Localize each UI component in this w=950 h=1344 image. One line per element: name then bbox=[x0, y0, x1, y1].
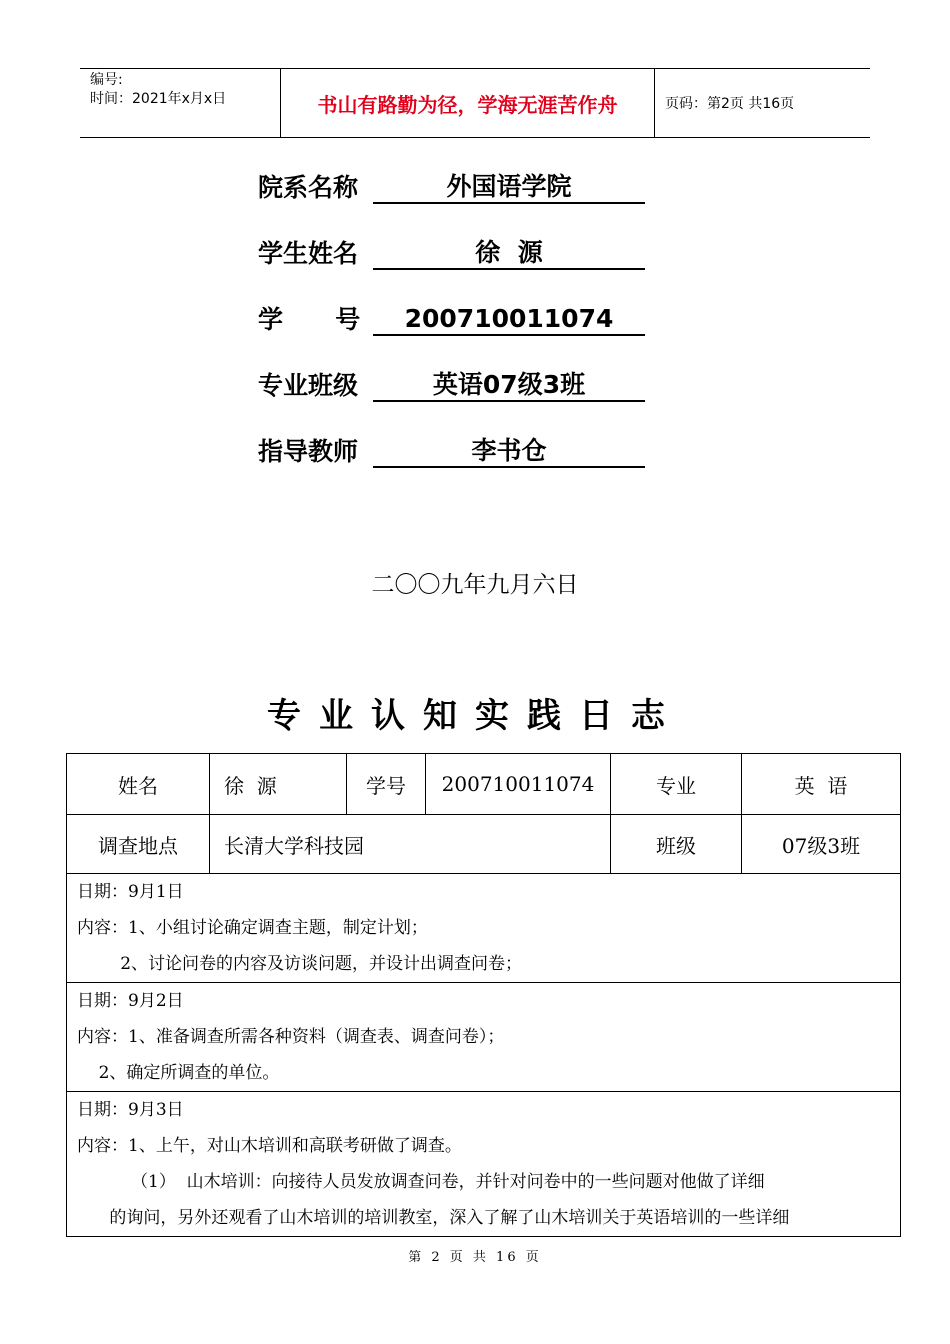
header-motto: 书山有路勤为径，学海无涯苦作舟 bbox=[281, 69, 655, 137]
log-entry bbox=[67, 1092, 900, 1236]
page-footer: 第 2 页 共 16 页 bbox=[408, 1250, 542, 1265]
log-line: 日期：9月3日 bbox=[77, 1100, 184, 1120]
info-row-department bbox=[258, 168, 645, 204]
log-line: 日期：9月1日 bbox=[77, 882, 184, 902]
log-line: 日期：9月2日 bbox=[77, 991, 184, 1011]
log-line: 内容：1、小组讨论确定调查主题，制定计划； bbox=[77, 918, 428, 938]
info-label: 学生姓名 bbox=[258, 239, 359, 268]
page-header bbox=[80, 68, 870, 138]
name-label-cell: 姓名 bbox=[67, 754, 210, 814]
info-row-class bbox=[258, 366, 645, 402]
number-label: 编号: bbox=[90, 72, 123, 88]
id-label-cell: 学号 bbox=[347, 754, 426, 814]
info-row-student-name bbox=[258, 234, 645, 270]
log-line: 内容：1、上午，对山木培训和高联考研做了调查。 bbox=[77, 1136, 462, 1156]
info-row-advisor bbox=[258, 432, 645, 468]
info-label: 院系名称 bbox=[258, 173, 359, 202]
log-table bbox=[66, 753, 901, 1237]
major-value-cell: 英 语 bbox=[794, 773, 848, 798]
info-value: 外国语学院 bbox=[373, 172, 645, 204]
info-value: 英语07级3班 bbox=[373, 370, 645, 402]
header-page-info: 页码：第2页 共16页 bbox=[665, 96, 795, 112]
header-meta bbox=[80, 69, 281, 137]
log-line: 2、确定所调查的单位。 bbox=[77, 1063, 280, 1083]
info-value: 200710011074 bbox=[373, 304, 645, 336]
info-label: 专业班级 bbox=[258, 371, 359, 400]
log-title: 专业认知实践日志 bbox=[267, 696, 683, 736]
log-line: （1） 山木培训：向接待人员发放调查问卷，并针对问卷中的一些问题对他做了详细 bbox=[77, 1172, 765, 1192]
log-line: 的询问，另外还观看了山木培训的培训教室，深入了解了山木培训关于英语培训的一些详细 bbox=[77, 1208, 790, 1228]
class-value-cell: 07级3班 bbox=[781, 833, 861, 858]
major-label-cell: 专业 bbox=[611, 754, 742, 814]
place-value-cell: 长清大学科技园 bbox=[210, 815, 611, 873]
place-label-cell: 调查地点 bbox=[67, 815, 210, 873]
info-label: 学 号 bbox=[258, 305, 361, 334]
info-value: 徐 源 bbox=[373, 238, 645, 270]
time-label: 时间：2021年x月x日 bbox=[90, 91, 227, 107]
table-row bbox=[67, 815, 900, 874]
log-entry bbox=[67, 874, 900, 983]
log-line: 2、讨论问卷的内容及访谈问题，并设计出调查问卷； bbox=[77, 954, 523, 974]
name-value-cell: 徐 源 bbox=[210, 754, 347, 814]
info-value: 李书仓 bbox=[373, 436, 645, 468]
class-label-cell: 班级 bbox=[611, 815, 742, 873]
id-value-cell: 200710011074 bbox=[426, 754, 611, 814]
info-row-student-id bbox=[258, 300, 645, 336]
log-line: 内容：1、准备调查所需各种资料（调查表、调查问卷）； bbox=[77, 1027, 505, 1047]
log-entry bbox=[67, 983, 900, 1092]
cover-date: 二〇〇九年九月六日 bbox=[371, 572, 579, 598]
info-label: 指导教师 bbox=[258, 437, 359, 466]
table-row bbox=[67, 754, 900, 815]
